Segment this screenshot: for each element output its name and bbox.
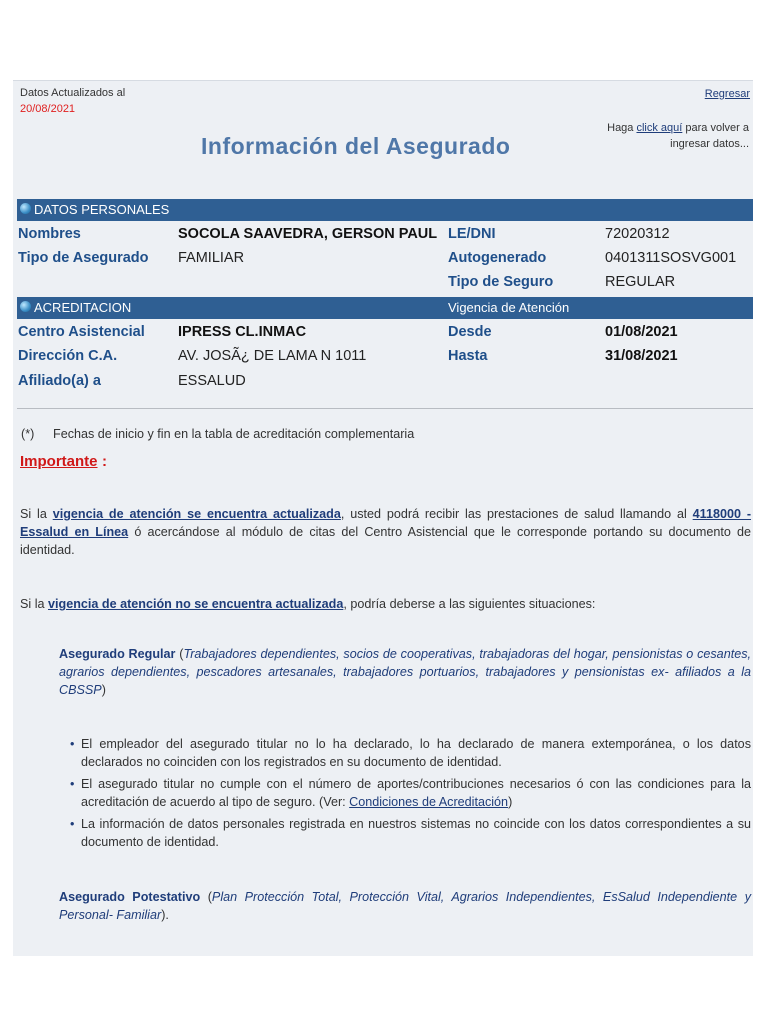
p2-b: , podría deberse a las siguientes situaciones: [343,597,596,611]
p1-a: Si la [20,507,47,521]
hasta-label: Hasta [448,348,488,364]
direccion-value: AV. JOSÃ¿ DE LAMA N 1011 [178,348,367,364]
list-item [70,735,751,771]
optional-insured-block [59,888,751,924]
tipo-seguro-label: Tipo de Seguro [448,274,554,290]
vigencia-no-actualizada-link[interactable]: vigencia de atención no se encuentra actualizada [48,597,344,611]
back-link[interactable]: Regresar [704,88,750,100]
page-title: Información del Asegurado [201,133,511,159]
desde-value: 01/08/2021 [605,324,678,340]
accreditation-heading: ACREDITACION [34,300,132,315]
bullet1-text: El empleador del asegurado titular no lo ha declarado, lo ha declarado de manera extemporánea, o los datos declarados no coinciden con los registrados en su documento de identidad. [81,737,751,769]
personal-data-heading: DATOS PERSONALES [34,202,170,217]
potestativo-desc: Plan Protección Total, Protección Vital, Agrarios Independientes, EsSalud Independiente y Personal- Familiar [59,890,751,922]
asterisk-mark: (*) [21,427,35,441]
bullet2-text: El asegurado titular no cumple con el número de aportes/contribuciones necesarios ó con las condiciones para la acreditación de acuerdo al tipo de seguro. (Ver: [81,777,751,809]
afiliado-value: ESSALUD [178,373,246,389]
personal-data-bar [17,199,753,221]
centro-value: IPRESS CL.INMAC [178,324,307,340]
bullet2-close: ) [508,795,513,809]
regular-open: ( [179,647,184,661]
list-item [70,775,751,811]
desde-label: Desde [448,324,492,340]
importante-heading [20,453,107,471]
insured-info-panel [13,80,753,956]
return-prefix: Haga [607,122,634,134]
updated-label: Datos Actualizados al [20,87,126,99]
updated-date: 20/08/2021 [20,103,76,115]
reasons-list [70,735,751,851]
afiliado-label: Afiliado(a) a [18,373,101,389]
accreditation-bar [17,297,753,319]
paragraph-updated [20,505,751,559]
return-click-link[interactable]: click aquí [636,122,683,134]
importante-label: Importante [20,453,98,470]
p1-b: , usted podrá recibir las prestaciones de salud llamando al [340,507,687,521]
list-item [70,815,751,851]
autogenerado-label: Autogenerado [448,250,547,266]
essalud-en-linea-link[interactable]: 4118000 - Essalud en Línea [20,507,752,539]
return-suffix-2: ingresar datos... [670,138,749,150]
tipo-seguro-value: REGULAR [605,274,676,290]
tipo-asegurado-label: Tipo de Asegurado [18,250,149,266]
direccion-label: Dirección C.A. [18,348,118,364]
autogenerado-value: 0401311SOSVG001 [605,250,737,266]
validity-heading: Vigencia de Atención [448,300,570,315]
potestativo-close: ). [161,908,169,922]
hasta-value: 31/08/2021 [605,348,678,364]
regular-insured-block [59,645,751,699]
conditions-link[interactable]: Condiciones de Acreditación [349,795,509,809]
dates-note: Fechas de inicio y fin en la tabla de acreditación complementaria [53,427,415,441]
vigencia-actualizada-link[interactable]: vigencia de atención se encuentra actualizada [52,507,341,521]
return-note [607,120,749,152]
importante-colon: : [101,453,107,470]
paragraph-not-updated [20,595,595,613]
globe-bullet-icon [20,203,31,214]
regular-title: Asegurado Regular [59,647,176,661]
p1-c: ó acercándose al módulo de citas del Centro Asistencial que le corresponde portando su documento de identidad. [20,525,751,557]
potestativo-title: Asegurado Potestativo [59,890,201,904]
globe-bullet-icon [20,301,31,312]
regular-desc: Trabajadores dependientes, socios de cooperativas, trabajadoras del hogar, pensionistas o cesantes, agrarios dependientes, pescadores artesanales, trabajadores portuarios, trabajadores y pensionistas ex- afiliados a la CBSSP [59,647,751,697]
centro-label: Centro Asistencial [18,324,145,340]
divider [17,408,753,409]
nombres-label: Nombres [18,226,81,242]
potestativo-open: ( [207,890,212,904]
return-suffix-1: para volver a [685,122,749,134]
bullet3-text: La información de datos personales registrada en nuestros sistemas no coincide con los datos correspondientes a su documento de identidad. [81,817,751,849]
le-dni-value: 72020312 [605,226,670,242]
p2-a: Si la [20,597,45,611]
nombres-value: SOCOLA SAAVEDRA, GERSON PAUL [178,226,438,242]
regular-close: ) [101,683,106,697]
tipo-asegurado-value: FAMILIAR [178,250,245,266]
le-dni-label: LE/DNI [448,226,496,242]
